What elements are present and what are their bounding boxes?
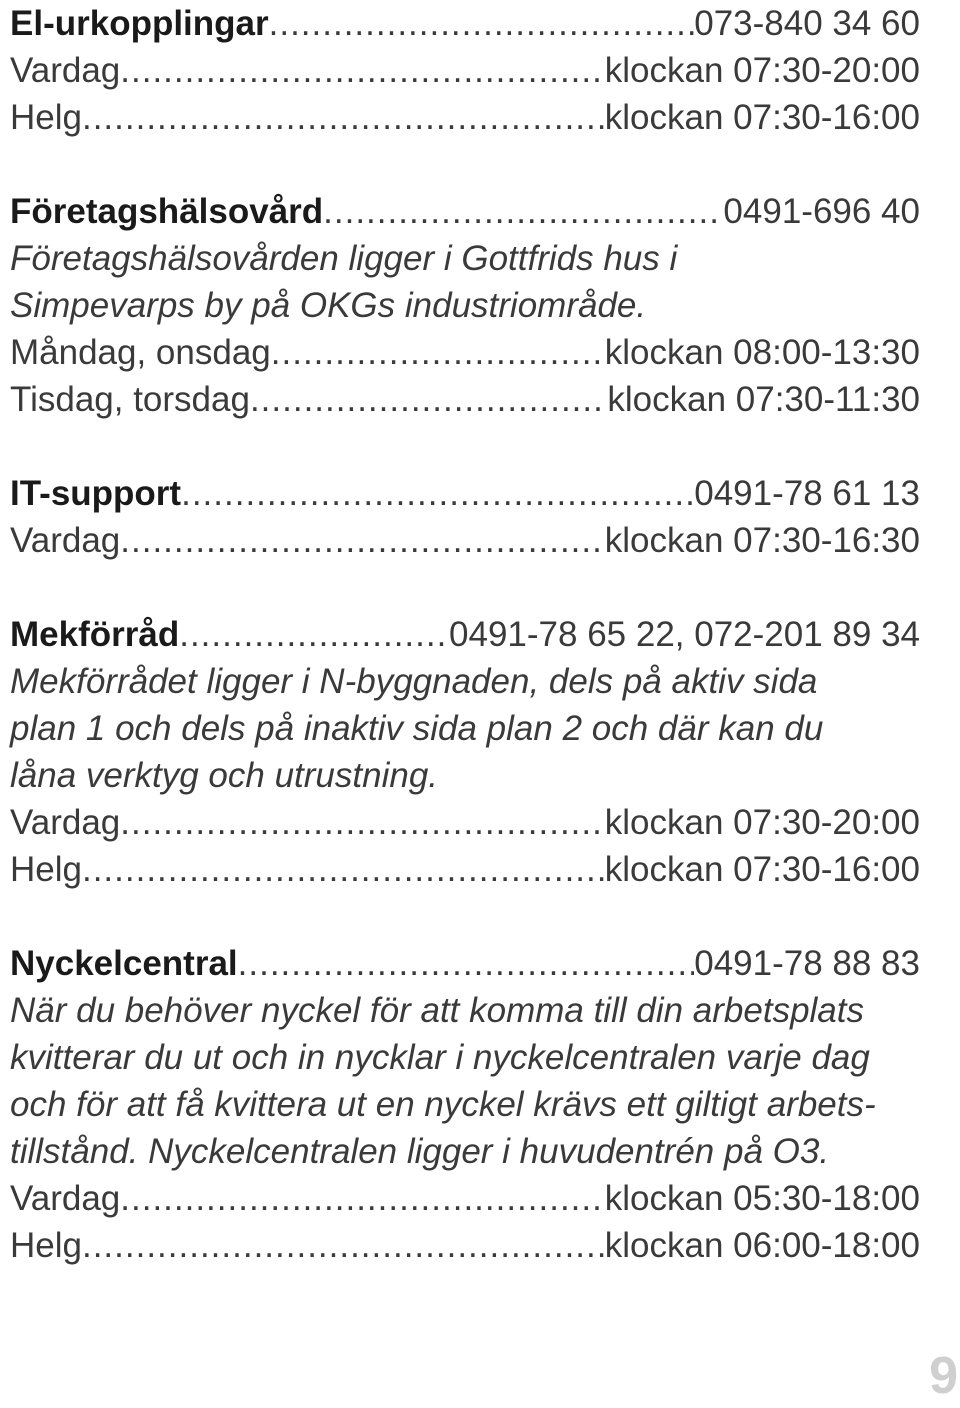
- description-line: plan 1 och dels på inaktiv sida plan 2 och där kan du: [10, 709, 824, 748]
- description-line: När du behöver nyckel för att komma till din arbetsplats: [10, 991, 864, 1030]
- hours-row: [10, 376, 920, 423]
- leader-dots: [120, 799, 605, 846]
- el-urkopplingar-heading: [10, 0, 920, 47]
- section-title: Företagshälsovård: [10, 192, 324, 231]
- section-title: Nyckelcentral: [10, 944, 238, 983]
- description-line: kvitterar du ut och in nycklar i nyckelcentralen varje dag: [10, 1038, 870, 1077]
- hours-row: [10, 517, 920, 564]
- hours-time: klockan 06:00-18:00: [604, 1226, 920, 1265]
- hours-day: Helg: [10, 1226, 82, 1265]
- nyckelcentral-heading: [10, 940, 920, 987]
- hours-time: klockan 07:30-20:00: [604, 803, 920, 842]
- section-title: Mekförråd: [10, 615, 180, 654]
- hours-day: Helg: [10, 850, 82, 889]
- description-line: tillstånd. Nyckelcentralen ligger i huvudentrén på O3.: [10, 1132, 830, 1171]
- leader-dots: [120, 47, 605, 94]
- leader-dots: [238, 940, 695, 987]
- hours-row: [10, 1175, 920, 1222]
- hours-day: Tisdag, torsdag: [10, 380, 250, 419]
- phone-number: 0491-78 61 13: [694, 474, 920, 513]
- hours-row: [10, 1222, 920, 1269]
- hours-day: Vardag: [10, 803, 121, 842]
- mekforrad-heading: [10, 611, 920, 658]
- hours-time: klockan 07:30-16:00: [604, 850, 920, 889]
- leader-dots: [82, 1222, 605, 1269]
- page-number: 9: [929, 1347, 958, 1405]
- section-title: IT-support: [10, 474, 182, 513]
- phone-number: 0491-78 88 83: [694, 944, 920, 983]
- leader-dots: [82, 846, 605, 893]
- description-line: Företagshälsovården ligger i Gottfrids hus i: [10, 239, 678, 278]
- hours-row: [10, 846, 920, 893]
- hours-time: klockan 07:30-16:00: [604, 98, 920, 137]
- leader-dots: [120, 517, 605, 564]
- hours-row: [10, 47, 920, 94]
- hours-time: klockan 07:30-16:30: [604, 521, 920, 560]
- phone-number: 0491-696 40: [723, 192, 920, 231]
- description-line: Mekförrådet ligger i N-byggnaden, dels på aktiv sida: [10, 662, 818, 701]
- it-support-heading: [10, 470, 920, 517]
- hours-day: Vardag: [10, 521, 121, 560]
- leader-dots: [271, 329, 605, 376]
- description-line: Simpevarps by på OKGs industriområde.: [10, 286, 647, 325]
- leader-dots: [82, 94, 605, 141]
- contact-directory: [10, 0, 920, 1269]
- leader-dots: [323, 188, 723, 235]
- foretagshalsovard-heading: [10, 188, 920, 235]
- leader-dots: [181, 470, 694, 517]
- hours-time: klockan 07:30-11:30: [607, 380, 920, 419]
- leader-dots: [269, 0, 695, 47]
- hours-row: [10, 94, 920, 141]
- description-line: låna verktyg och utrustning.: [10, 756, 439, 795]
- hours-time: klockan 08:00-13:30: [604, 333, 920, 372]
- hours-day: Vardag: [10, 1179, 121, 1218]
- hours-day: Helg: [10, 98, 82, 137]
- hours-time: klockan 07:30-20:00: [604, 51, 920, 90]
- section-title: El-urkopplingar: [10, 4, 269, 43]
- hours-day: Vardag: [10, 51, 121, 90]
- leader-dots: [250, 376, 607, 423]
- hours-day: Måndag, onsdag: [10, 333, 271, 372]
- phone-number: 0491-78 65 22, 072-201 89 34: [449, 615, 920, 654]
- phone-number: 073-840 34 60: [694, 4, 920, 43]
- hours-row: [10, 799, 920, 846]
- hours-row: [10, 329, 920, 376]
- leader-dots: [179, 611, 449, 658]
- hours-time: klockan 05:30-18:00: [604, 1179, 920, 1218]
- description-line: och för att få kvittera ut en nyckel krävs ett giltigt arbets-: [10, 1085, 876, 1124]
- leader-dots: [120, 1175, 605, 1222]
